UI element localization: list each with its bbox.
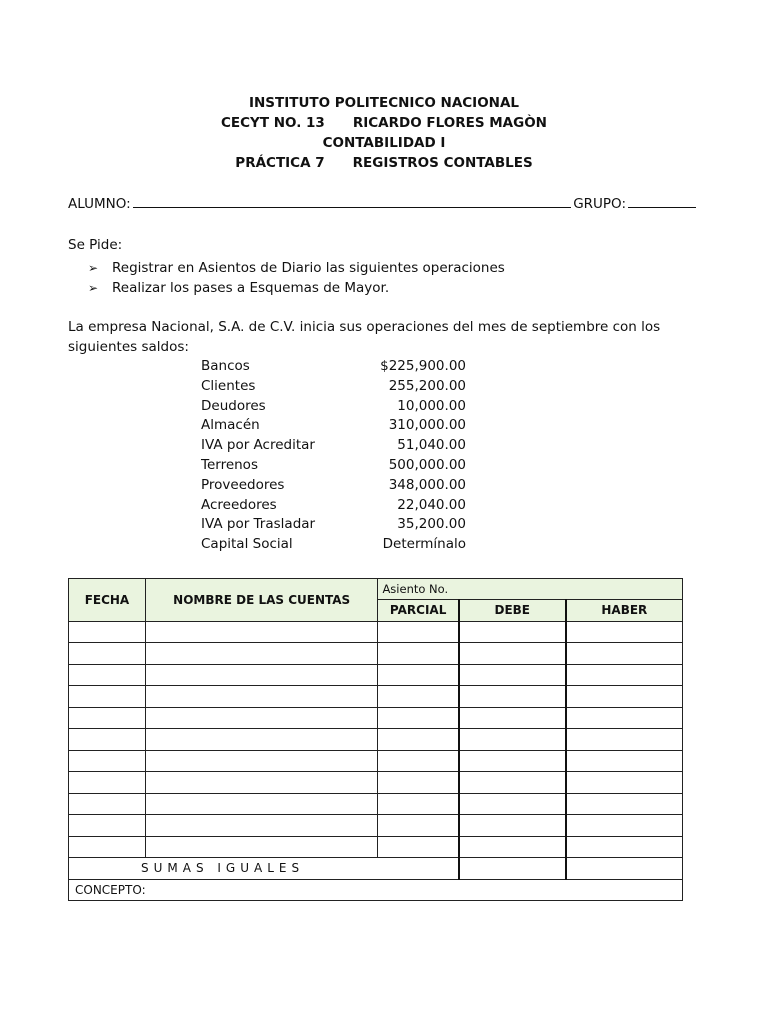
table-row [69, 772, 683, 794]
instructions-title: Se Pide: [68, 237, 123, 253]
fecha-cell[interactable] [69, 815, 146, 837]
sumas-debe-cell[interactable] [459, 858, 566, 880]
cuenta-cell[interactable] [145, 750, 378, 772]
asiento-label: Asiento No. [378, 579, 683, 600]
alumno-field[interactable] [133, 196, 572, 208]
column-header-debe: DEBE [459, 600, 566, 622]
instructions-list [88, 258, 505, 298]
concepto-row [69, 879, 683, 901]
journal-table [68, 578, 683, 901]
parcial-cell[interactable] [378, 621, 459, 643]
journal-body [69, 621, 683, 858]
fecha-cell[interactable] [69, 664, 146, 686]
sumas-label: SUMAS IGUALES [69, 858, 459, 880]
balances-list [201, 357, 466, 555]
table-row [69, 707, 683, 729]
cuenta-cell[interactable] [145, 707, 378, 729]
haber-cell[interactable] [566, 793, 683, 815]
balance-row: Clientes 255,200.00 [201, 377, 466, 394]
debe-cell[interactable] [459, 793, 566, 815]
arrow-bullet-icon: ➢ [88, 261, 99, 275]
parcial-cell[interactable] [378, 815, 459, 837]
parcial-cell[interactable] [378, 686, 459, 708]
arrow-bullet-icon: ➢ [88, 281, 99, 295]
grupo-field[interactable] [628, 196, 696, 208]
debe-cell[interactable] [459, 836, 566, 858]
debe-cell[interactable] [459, 621, 566, 643]
fecha-cell[interactable] [69, 836, 146, 858]
practice-title: PRÁCTICA 7 REGISTROS CONTABLES [235, 155, 533, 171]
haber-cell[interactable] [566, 772, 683, 794]
table-row [69, 621, 683, 643]
balance-row: Capital Social Determínalo [201, 536, 466, 553]
debe-cell[interactable] [459, 772, 566, 794]
fecha-cell[interactable] [69, 729, 146, 751]
parcial-cell[interactable] [378, 707, 459, 729]
institution-title: INSTITUTO POLITECNICO NACIONAL [248, 95, 520, 111]
balance-row: IVA por Trasladar 35,200.00 [201, 516, 466, 533]
parcial-cell[interactable] [378, 750, 459, 772]
table-row [69, 750, 683, 772]
fecha-cell[interactable] [69, 772, 146, 794]
balance-row: Terrenos 500,000.00 [201, 456, 466, 473]
table-row [69, 664, 683, 686]
table-row [69, 729, 683, 751]
debe-cell[interactable] [459, 750, 566, 772]
document-header [0, 93, 768, 173]
cuenta-cell[interactable] [145, 836, 378, 858]
parcial-cell[interactable] [378, 836, 459, 858]
debe-cell[interactable] [459, 664, 566, 686]
haber-cell[interactable] [566, 664, 683, 686]
column-header-parcial: PARCIAL [378, 600, 459, 622]
haber-cell[interactable] [566, 815, 683, 837]
school-line: CECYT NO. 13 RICARDO FLORES MAGÒN [221, 115, 547, 131]
debe-cell[interactable] [459, 643, 566, 665]
course-title: CONTABILIDAD I [322, 135, 446, 151]
haber-cell[interactable] [566, 729, 683, 751]
cuenta-cell[interactable] [145, 815, 378, 837]
table-row [69, 793, 683, 815]
balance-row: IVA por Acreditar 51,040.00 [201, 437, 466, 454]
sumas-row [69, 858, 683, 880]
parcial-cell[interactable] [378, 793, 459, 815]
concepto-label[interactable]: CONCEPTO: [69, 879, 683, 901]
haber-cell[interactable] [566, 621, 683, 643]
table-row [69, 815, 683, 837]
column-header-haber: HABER [566, 600, 683, 622]
cuenta-cell[interactable] [145, 772, 378, 794]
list-item: ➢ Realizar los pases a Esquemas de Mayor. [88, 280, 390, 296]
balance-row: Deudores 10,000.00 [201, 397, 466, 414]
balance-row: Acreedores 22,040.00 [201, 496, 466, 513]
intro-paragraph: La empresa Nacional, S.A. de C.V. inicia sus operaciones del mes de septiembre con los siguientes saldos: [68, 319, 661, 355]
debe-cell[interactable] [459, 686, 566, 708]
parcial-cell[interactable] [378, 772, 459, 794]
fecha-cell[interactable] [69, 750, 146, 772]
table-row [69, 836, 683, 858]
fecha-cell[interactable] [69, 621, 146, 643]
balance-row: Proveedores 348,000.00 [201, 476, 466, 493]
haber-cell[interactable] [566, 707, 683, 729]
parcial-cell[interactable] [378, 643, 459, 665]
haber-cell[interactable] [566, 686, 683, 708]
table-row [69, 686, 683, 708]
cuenta-cell[interactable] [145, 793, 378, 815]
cuenta-cell[interactable] [145, 729, 378, 751]
cuenta-cell[interactable] [145, 621, 378, 643]
cuenta-cell[interactable] [145, 643, 378, 665]
column-header-fecha: FECHA [69, 579, 146, 622]
student-line [68, 196, 696, 212]
table-row [69, 643, 683, 665]
debe-cell[interactable] [459, 707, 566, 729]
cuenta-cell[interactable] [145, 664, 378, 686]
fecha-cell[interactable] [69, 643, 146, 665]
parcial-cell[interactable] [378, 729, 459, 751]
sumas-haber-cell[interactable] [566, 858, 683, 880]
balance-row: Bancos $225,900.00 [201, 358, 466, 374]
parcial-cell[interactable] [378, 664, 459, 686]
cuenta-cell[interactable] [145, 686, 378, 708]
haber-cell[interactable] [566, 643, 683, 665]
grupo-label: GRUPO: [573, 196, 626, 212]
list-item: ➢ Registrar en Asientos de Diario las siguientes operaciones [88, 260, 505, 276]
haber-cell[interactable] [566, 836, 683, 858]
balance-row: Almacén 310,000.00 [201, 417, 466, 434]
column-header-cuentas: NOMBRE DE LAS CUENTAS [145, 579, 378, 622]
debe-cell[interactable] [459, 815, 566, 837]
alumno-label: ALUMNO: [68, 196, 131, 212]
debe-cell[interactable] [459, 729, 566, 751]
fecha-cell[interactable] [69, 686, 146, 708]
fecha-cell[interactable] [69, 707, 146, 729]
haber-cell[interactable] [566, 750, 683, 772]
fecha-cell[interactable] [69, 793, 146, 815]
